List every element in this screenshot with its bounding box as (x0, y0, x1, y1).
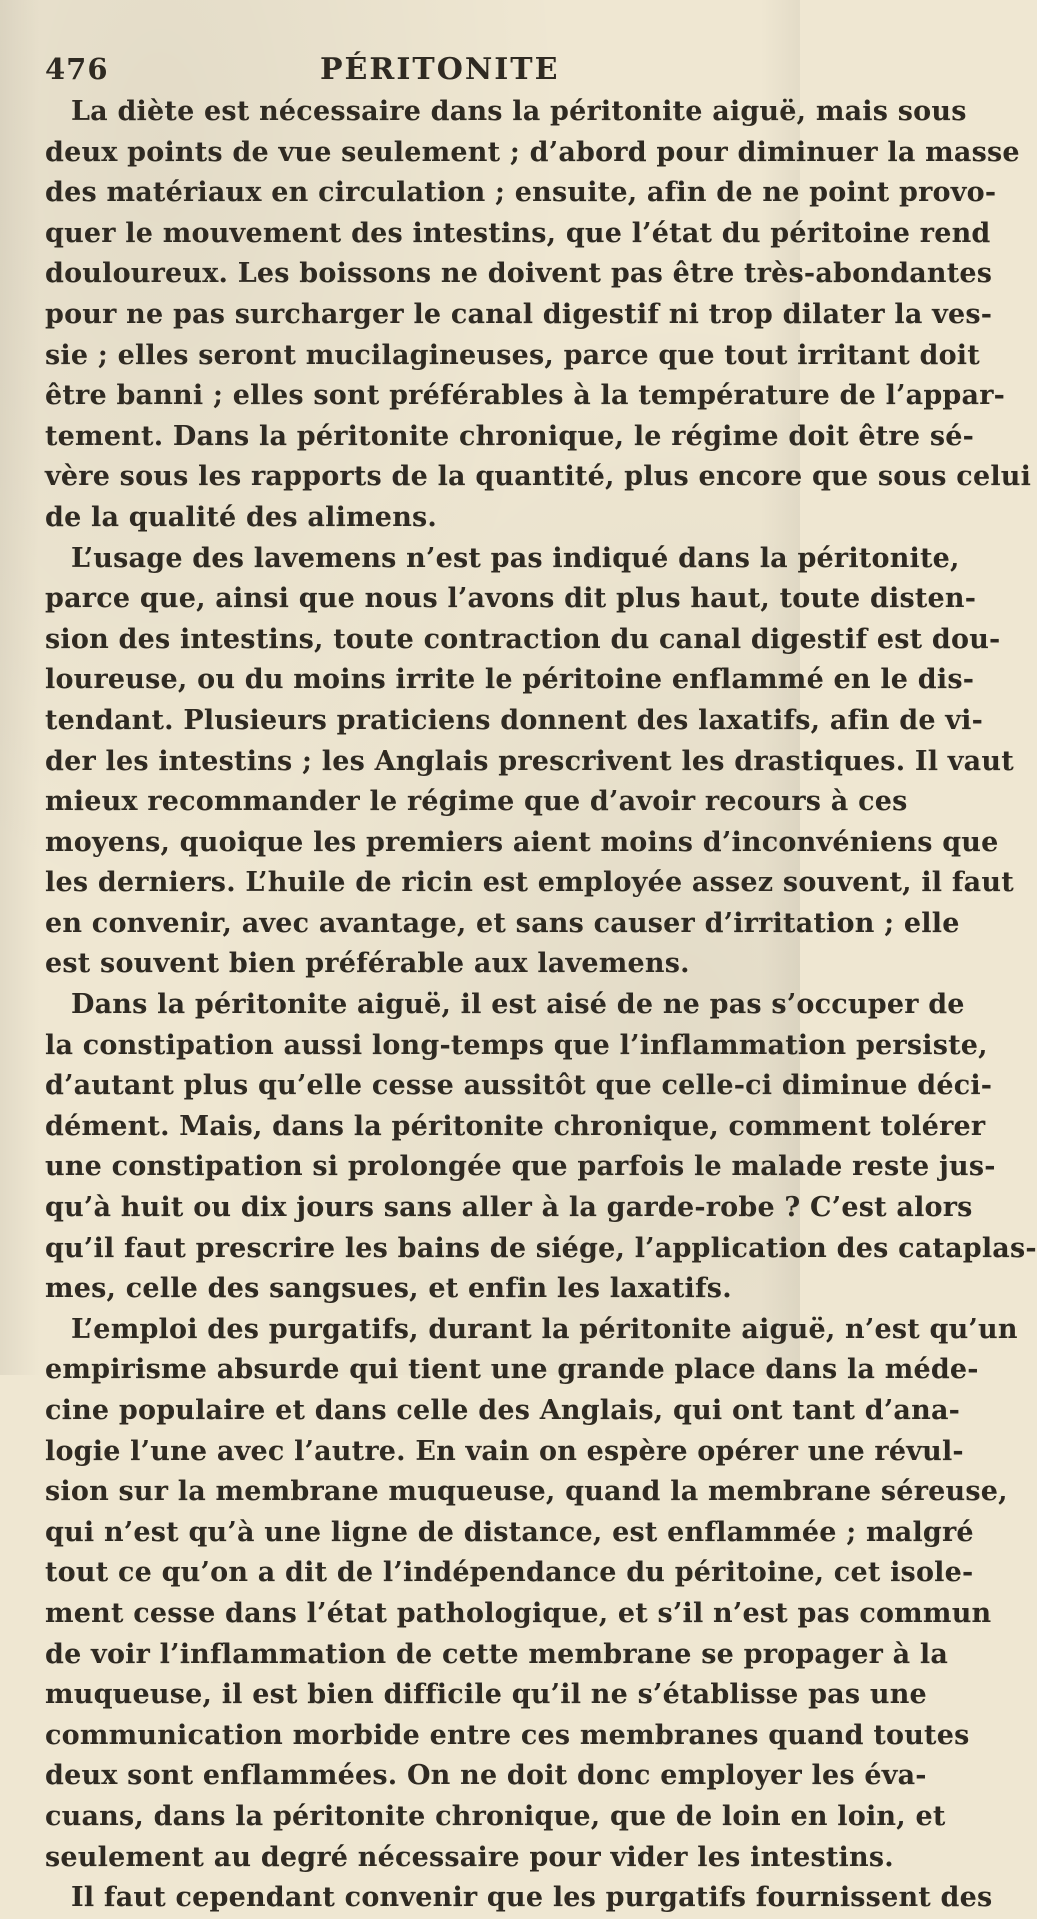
text-line: L’emploi des purgatifs, durant la péritonite aiguë, n’est qu’un (71, 1313, 1018, 1345)
text-line: mieux recommander le régime que d’avoir recours à ces (45, 786, 908, 818)
text-line: deux points de vue seulement ; d’abord pour diminuer la masse (45, 136, 1020, 168)
text-line: tendant. Plusieurs praticiens donnent des laxatifs, afin de vi- (45, 704, 984, 736)
text-line: sion sur la membrane muqueuse, quand la membrane séreuse, (45, 1476, 1008, 1508)
text-line: qu’à huit ou dix jours sans aller à la garde-robe ? C’est alors (45, 1192, 973, 1224)
text-line: vère sous les rapports de la quantité, plus encore que sous celui (45, 461, 1032, 493)
text-line: Il faut cependant convenir que les purgatifs fournissent des (71, 1882, 993, 1914)
page-number: 476 (45, 52, 109, 86)
text-line: qui n’est qu’à une ligne de distance, est enflammée ; malgré (45, 1516, 974, 1548)
text-line: une constipation si prolongée que parfois le malade reste jus- (45, 1151, 996, 1183)
text-line: loureuse, ou du moins irrite le péritoine enflammé en le dis- (45, 664, 975, 696)
text-line: parce que, ainsi que nous l’avons dit plus haut, toute disten- (45, 583, 977, 615)
text-line: empirisme absurde qui tient une grande place dans la méde- (45, 1354, 979, 1386)
text-line: seulement au degré nécessaire pour vider les intestins. (45, 1841, 894, 1873)
text-line: pour ne pas surcharger le canal digestif ni trop dilater la ves- (45, 298, 993, 330)
text-line: Dans la péritonite aiguë, il est aisé de ne pas s’occuper de (71, 989, 965, 1021)
text-line: moyens, quoique les premiers aient moins d’inconvéniens que (45, 826, 999, 858)
text-line: la constipation aussi long-temps que l’inflammation persiste, (45, 1029, 988, 1061)
text-line: cine populaire et dans celle des Anglais, qui ont tant d’ana- (45, 1395, 961, 1426)
text-line: qu’il faut prescrire les bains de siége, l’application des cataplas- (45, 1232, 1037, 1264)
text-line: tout ce qu’on a dit de l’indépendance du péritoine, cet isole- (45, 1557, 974, 1589)
text-line: deux sont enflammées. On ne doit donc employer les éva- (45, 1760, 927, 1792)
text-line: sie ; elles seront mucilagineuses, parce que tout irritant doit (45, 339, 980, 371)
text-line: sion des intestins, toute contraction du canal digestif est dou- (45, 623, 1001, 655)
text-line: des matériaux en circulation ; ensuite, afin de ne point provo- (45, 177, 997, 209)
text-line: d’autant plus qu’elle cesse aussitôt que celle-ci diminue déci- (45, 1070, 993, 1102)
text-line: La diète est nécessaire dans la péritonite aiguë, mais sous (71, 96, 967, 127)
page-header (45, 52, 765, 92)
text-line: muqueuse, il est bien difficile qu’il ne s’établisse pas une (45, 1679, 927, 1711)
text-line: tement. Dans la péritonite chronique, le régime doit être sé- (45, 420, 975, 452)
text-line: les derniers. L’huile de ricin est employée assez souvent, il faut (45, 867, 1014, 899)
text-line: dément. Mais, dans la péritonite chronique, comment tolérer (45, 1110, 986, 1142)
body-text (45, 92, 1037, 1919)
text-line: être banni ; elles sont préférables à la température de l’appar- (45, 380, 1006, 412)
running-head: PÉRITONITE (320, 52, 560, 87)
text-line: quer le mouvement des intestins, que l’état du péritoine rend (45, 217, 991, 249)
text-line: mes, celle des sangsues, et enfin les laxatifs. (45, 1273, 732, 1305)
text-line: est souvent bien préférable aux lavemens. (45, 948, 690, 980)
text-line: communication morbide entre ces membranes quand toutes (45, 1719, 970, 1751)
text-line: de la qualité des alimens. (45, 501, 438, 533)
text-line: en convenir, avec avantage, et sans causer d’irritation ; elle (45, 907, 960, 939)
text-line: de voir l’inflammation de cette membrane se propager à la (45, 1638, 949, 1670)
text-line: L’usage des lavemens n’est pas indiqué dans la péritonite, (71, 542, 960, 574)
text-line: ment cesse dans l’état pathologique, et s’il n’est pas commun (45, 1597, 992, 1629)
text-line: douloureux. Les boissons ne doivent pas être très-abondantes (45, 258, 993, 290)
text-line: cuans, dans la péritonite chronique, que de loin en loin, et (45, 1800, 946, 1832)
text-line: logie l’une avec l’autre. En vain on espère opérer une révul- (45, 1435, 964, 1467)
text-line: der les intestins ; les Anglais prescrivent les drastiques. Il vaut (45, 745, 1014, 777)
